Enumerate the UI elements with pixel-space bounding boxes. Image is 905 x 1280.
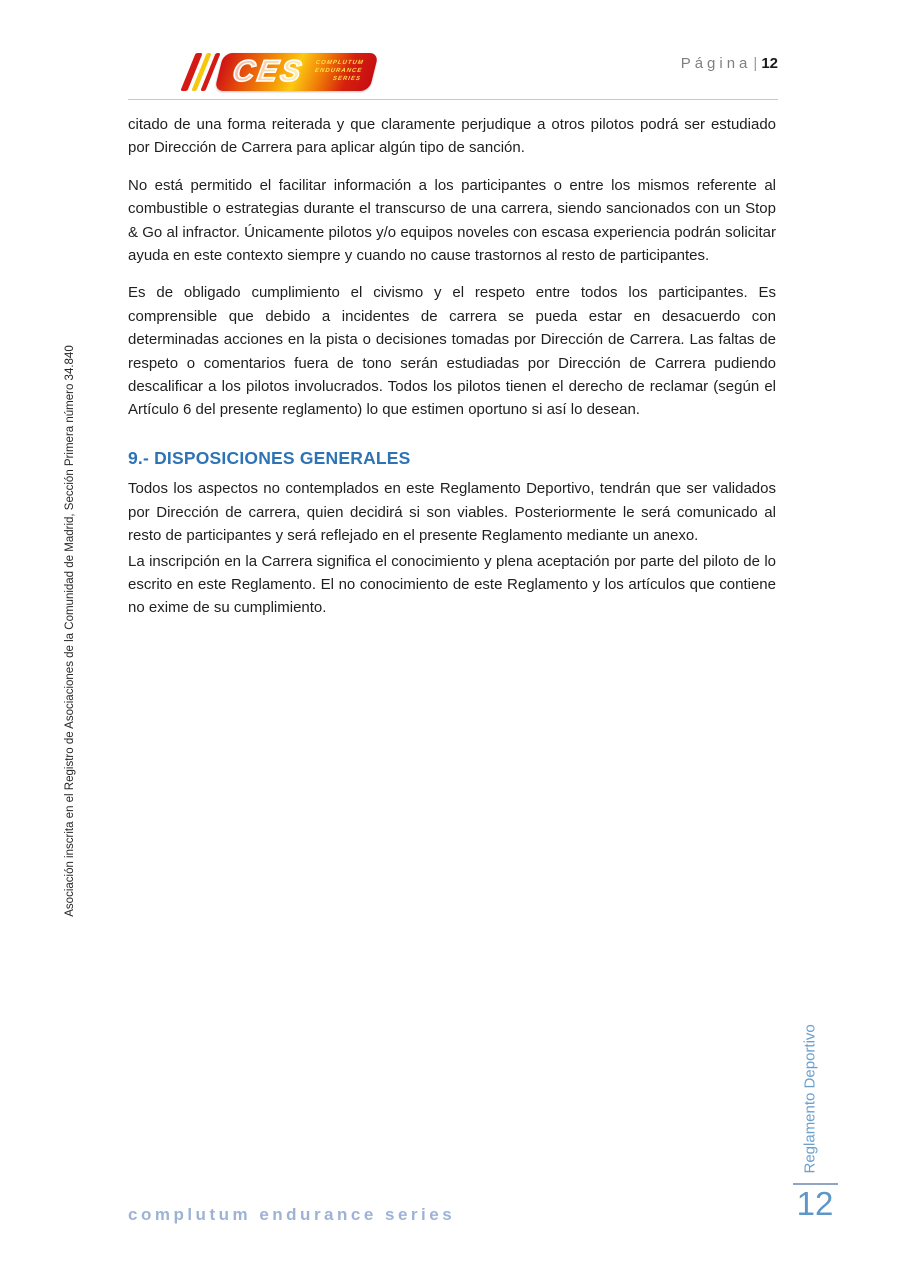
right-margin-section-label: Reglamento Deportivo bbox=[801, 1024, 819, 1174]
paragraph: No está permitido el facilitar información a los participantes o entre los mismos referente al combustible o estrategias durante el transcurso de una carrera, siendo sancionados con un Stop & Go al infractor. Únicamente pilotos y/o equipos noveles con escasa experiencia podrán solicitar ayuda en este contexto siempre y cuando no cause trastornos al resto de participantes. bbox=[128, 176, 776, 265]
document-body bbox=[128, 113, 776, 622]
logo-stripes-icon bbox=[180, 53, 220, 91]
logo-acronym: CES bbox=[230, 55, 307, 88]
header-page-separator: | bbox=[753, 55, 758, 72]
logo-subtitle bbox=[312, 60, 364, 84]
footer-wordmark: complutum endurance series bbox=[128, 1205, 456, 1224]
header-page-indicator bbox=[681, 55, 778, 72]
section-heading-disposiciones-generales: 9.- DISPOSICIONES GENERALES bbox=[128, 447, 411, 468]
logo-subtitle-line: SERIES bbox=[331, 76, 361, 83]
logo-subtitle-line: COMPLUTUM bbox=[314, 60, 364, 67]
paragraph: Es de obligado cumplimiento el civismo y el respeto entre todos los participantes. Es comprensible que debido a incidentes de carrera se pueda estar en desacuerdo con determinadas acciones en la pista o decisiones tomadas por Dirección de Carrera. Las faltas de respeto o comentarios fuera de tono serán estudiadas por Dirección de Carrera pudiendo descalificar a los pilotos involucrados. Todos los pilotos tienen el derecho de reclamar (según el Artículo 6 del presente reglamento) lo que estimen oportuno si así lo desean. bbox=[128, 284, 776, 419]
ces-logo bbox=[188, 53, 374, 91]
footer-page-number: 12 bbox=[796, 1185, 834, 1222]
header-divider bbox=[128, 99, 778, 100]
paragraph: Todos los aspectos no contemplados en este Reglamento Deportivo, tendrán que ser validados por Dirección de carrera, quien decidirá si son viables. Posteriormente le será comunicado al resto de participantes y será reflejado en el presente Reglamento mediante un anexo. bbox=[128, 480, 776, 545]
logo-subtitle-line: ENDURANCE bbox=[313, 68, 363, 75]
header-page-label: Página bbox=[680, 55, 752, 72]
logo-badge bbox=[214, 53, 378, 91]
paragraph: La inscripción en la Carrera significa el conocimiento y plena aceptación por parte del piloto de lo escrito en este Reglamento. El no conocimiento de este Reglamento y los artículos que contiene no exime de su cumplimiento. bbox=[128, 552, 776, 617]
left-margin-registry-note: Asociación inscrita en el Registro de Asociaciones de la Comunidad de Madrid, Sección Primera número 34.840 bbox=[64, 345, 76, 917]
paragraph: citado de una forma reiterada y que claramente perjudique a otros pilotos podrá ser estudiado por Dirección de Carrera para aplicar algún tipo de sanción. bbox=[128, 116, 776, 157]
header-page-number: 12 bbox=[761, 55, 778, 72]
